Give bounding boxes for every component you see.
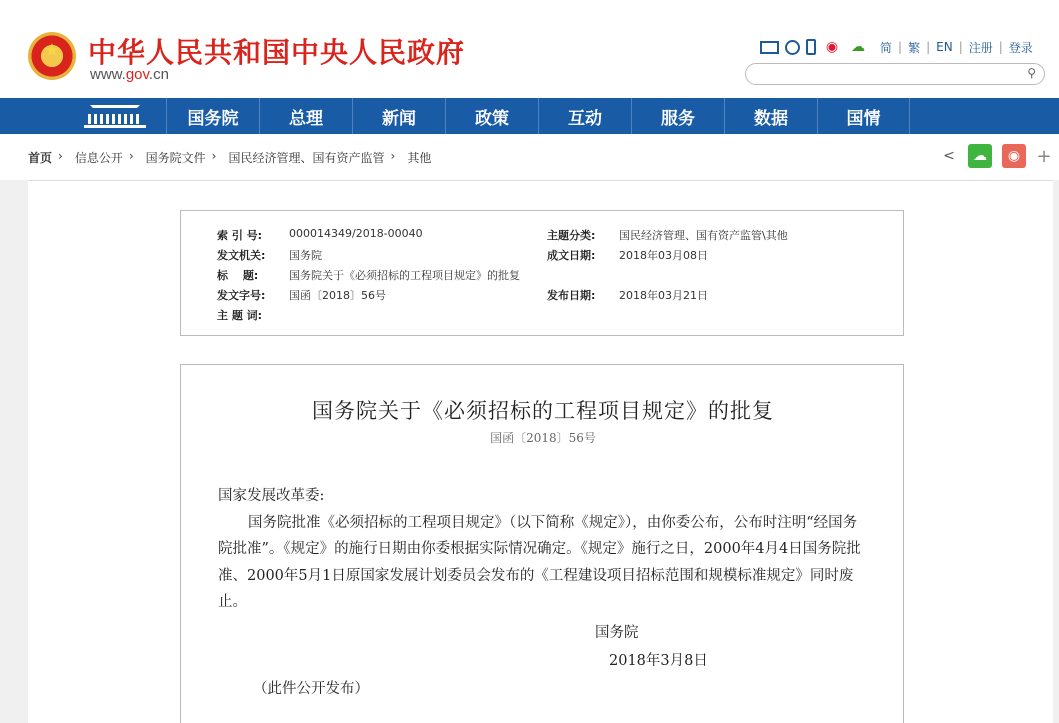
- meta-row-publish-date: [547, 287, 708, 303]
- weibo-share-icon[interactable]: ◉: [1002, 144, 1026, 168]
- written-date-label: 成文日期:: [547, 249, 596, 262]
- chevron-right-icon: ›: [390, 149, 396, 163]
- nav-item-premier[interactable]: 总理: [259, 98, 352, 134]
- meta-row-title: [217, 267, 520, 283]
- lang-english-link[interactable]: EN: [936, 40, 953, 54]
- issuer-label: 发文机关:: [217, 249, 266, 262]
- issuer-value: 国务院: [289, 249, 322, 262]
- index-label: 索 引 号:: [217, 229, 263, 242]
- register-link[interactable]: 注册: [968, 40, 993, 55]
- nav-item-data[interactable]: 数据: [724, 98, 817, 134]
- meta-row-written-date: [547, 247, 708, 263]
- nav-item-services[interactable]: 服务: [631, 98, 724, 134]
- meta-row-doc-no: [217, 287, 386, 303]
- share-icon[interactable]: <: [943, 148, 955, 164]
- url-prefix: www.: [90, 66, 126, 83]
- nav-item-policies[interactable]: 政策: [445, 98, 538, 134]
- main-nav: [0, 98, 1059, 134]
- category-value: 国民经济管理、国有资产监管\其他: [619, 229, 788, 242]
- chevron-right-icon: ›: [58, 149, 63, 163]
- breadcrumb-economy[interactable]: 国民经济管理、国有资产监管: [228, 151, 385, 165]
- nav-items: [166, 98, 910, 134]
- chevron-right-icon: ›: [211, 149, 217, 163]
- document-paragraph: 国务院批准《必须招标的工程项目规定》（以下简称《规定》），由你委公布，公布时注明“经国务院批准”。《规定》的施行日期由你委根据实际情况确定。《规定》施行之日，2000年4月4日国务院批准、2000年5月1日原国家发展计划委员会发布的《工程建设项目招标范围和规模标准规定》同时废止。: [218, 514, 861, 610]
- document-note: （此件公开发布）: [253, 681, 369, 697]
- document-panel: [180, 364, 904, 723]
- search-box: [745, 63, 1045, 85]
- publish-date-label: 发布日期:: [547, 289, 596, 302]
- phone-icon[interactable]: [806, 39, 816, 55]
- document-number: 国函〔2018〕56号: [490, 431, 596, 445]
- breadcrumb-bar: [0, 134, 1059, 180]
- separator: |: [958, 40, 963, 54]
- category-label: 主题分类:: [547, 229, 596, 242]
- breadcrumb-state-council-docs[interactable]: 国务院文件: [145, 151, 206, 165]
- keywords-label: 主 题 词:: [217, 309, 263, 322]
- nav-item-interaction[interactable]: 互动: [538, 98, 631, 134]
- top-icon-bar: [760, 38, 1039, 56]
- separator: |: [926, 40, 931, 54]
- share-bar: [940, 144, 1059, 168]
- meta-row-issuer: [217, 247, 322, 263]
- written-date-value: 2018年03月08日: [619, 249, 708, 262]
- breadcrumb: [28, 149, 437, 166]
- doc-no-value: 国函〔2018〕56号: [289, 289, 386, 302]
- document-date: 2018年3月8日: [609, 653, 708, 669]
- wechat-share-icon[interactable]: ☁: [968, 144, 992, 168]
- lang-simplified-link[interactable]: 简: [880, 40, 893, 55]
- login-link[interactable]: 登录: [1008, 40, 1033, 55]
- search-input[interactable]: [756, 65, 1016, 85]
- document-signer: 国务院: [595, 625, 639, 641]
- title-label: 标 题:: [217, 269, 259, 282]
- breadcrumb-info-disclosure[interactable]: 信息公开: [74, 151, 123, 165]
- site-header: [0, 0, 1059, 98]
- tiananmen-icon[interactable]: [84, 102, 146, 130]
- doc-no-label: 发文字号:: [217, 289, 266, 302]
- publish-date-value: 2018年03月21日: [619, 289, 708, 302]
- separator: |: [998, 40, 1003, 54]
- meta-row-index: [217, 227, 423, 243]
- search-icon[interactable]: ⚲: [1027, 66, 1036, 80]
- meta-row-keywords: [217, 307, 289, 323]
- title-value: 国务院关于《必须招标的工程项目规定》的批复: [289, 269, 520, 282]
- url-suffix: .cn: [148, 66, 169, 83]
- meta-row-category: [547, 227, 788, 243]
- breadcrumb-home[interactable]: 首页: [28, 151, 53, 165]
- index-value: 000014349/2018-00040: [289, 227, 423, 240]
- national-emblem-logo[interactable]: [28, 32, 76, 80]
- url-domain: gov: [125, 66, 149, 83]
- wechat-icon[interactable]: ☁: [851, 39, 865, 55]
- site-title[interactable]: 中华人民共和国中央人民政府: [88, 36, 466, 69]
- document-metadata-table: [180, 210, 904, 336]
- plus-icon[interactable]: +: [1036, 145, 1052, 167]
- weibo-icon[interactable]: ◉: [825, 39, 839, 55]
- nav-item-state-council[interactable]: 国务院: [166, 98, 259, 134]
- language-links: [874, 39, 1039, 56]
- document-addressee: 国家发展改革委:: [218, 488, 325, 504]
- chat-icon[interactable]: [785, 40, 800, 55]
- nav-item-national-info[interactable]: 国情: [817, 98, 910, 134]
- lang-traditional-link[interactable]: 繁: [908, 40, 921, 55]
- breadcrumb-other[interactable]: 其他: [407, 151, 432, 165]
- site-url[interactable]: [90, 66, 169, 83]
- nav-item-news[interactable]: 新闻: [352, 98, 445, 134]
- chevron-right-icon: ›: [128, 149, 134, 163]
- document-title: 国务院关于《必须招标的工程项目规定》的批复: [312, 399, 774, 423]
- document-body: [218, 483, 868, 616]
- separator: |: [898, 40, 903, 54]
- mail-icon[interactable]: [760, 41, 779, 54]
